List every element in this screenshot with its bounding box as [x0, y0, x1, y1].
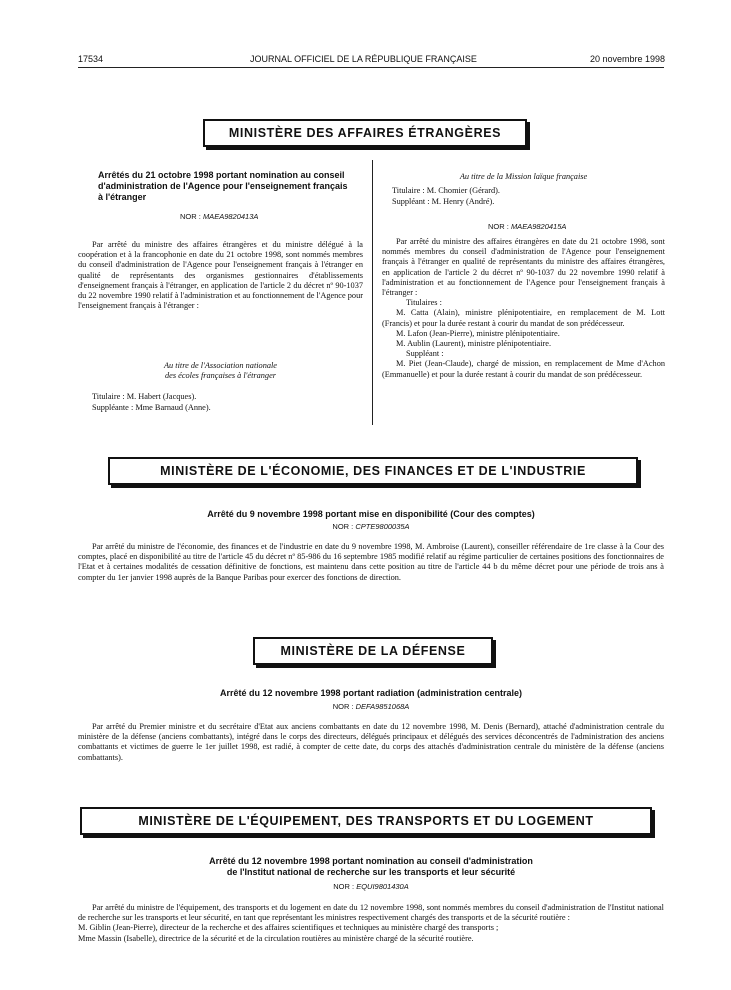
- ministry-name: MINISTÈRE DE L'ÉCONOMIE, DES FINANCES ET DE L'INDUSTRIE: [160, 464, 586, 478]
- ministry-name: MINISTÈRE DE L'ÉQUIPEMENT, DES TRANSPORTS ET DU LOGEMENT: [138, 814, 594, 828]
- header-rule: [78, 67, 664, 68]
- suppleante-line: Suppléante : Mme Barnaud (Anne).: [92, 403, 211, 412]
- decree-body: Par arrêté du ministre des affaires étrangères en date du 21 octobre 1998, sont nommés membres du conseil d'administration de l'Agence pour l'enseignement français à l'étranger en qualité de représentants du ministre des affaires étrangères, en application de l'article 2 du décret nº 90-1037 du 22 novembre 1990 relatif à l'administration et au fonctionnement de l'Agence pour l'enseignement français à l'étranger : Titulaires : M. Catta (Alain), ministre plénipotentiaire, en remplacement de M. Lott (Francis) et pour la durée restant à courir du mandat de son prédécesseur. M. Lafon (Jean-Pierre), ministre plénipotentiaire. M. Aublin (Laurent), ministre plénipotentiaire. Suppléant : M. Piet (Jean-Claude), chargé de mission, en remplacement de Mme d'Achon (Emmanuelle) et pour la durée restant à courir du mandat de son prédécesseur.: [382, 237, 665, 379]
- page-number: 17534: [78, 54, 104, 64]
- ministry-banner-economie: [108, 457, 638, 485]
- titulaire-line: Titulaire : M. Chomier (Gérard).: [392, 186, 500, 195]
- ministry-banner-equipement: [80, 807, 652, 835]
- nor-reference: NOR : DEFA9851068A: [332, 702, 410, 711]
- decree-title: Arrêté du 12 novembre 1998 portant nomination au conseil d'administration de l'Institut national de recherche sur les transports et leur sécurité: [209, 856, 533, 877]
- nor-reference: NOR : MAEA9820413A: [180, 212, 259, 221]
- nor-reference: NOR : MAEA9820415A: [488, 222, 567, 231]
- ministry-name: MINISTÈRE DES AFFAIRES ÉTRANGÈRES: [228, 126, 502, 140]
- publication-date: 20 novembre 1998: [590, 54, 666, 64]
- ministry-banner-affaires-etrangeres: [203, 119, 527, 147]
- journal-title: JOURNAL OFFICIEL DE LA RÉPUBLIQUE FRANÇAISE: [250, 54, 477, 64]
- suppleant-line: Suppléant : M. Henry (André).: [392, 197, 495, 206]
- decree-body: Par arrêté du Premier ministre et du secrétaire d'Etat aux anciens combattants en date du 12 novembre 1998, M. Denis (Bernard), attaché d'administration centrale du ministère de la défense (anciens combattants), intégré dans le corps des directeurs, délégués principaux et délégués des services déconcentrés de l'administration des anciens combattants et victimes de guerre le 1er juillet 1998, est radié, à compter de cette date, du corps des attachés d'administration centrale du ministère de la défense (anciens combattants).: [78, 722, 664, 762]
- ministry-banner-defense: [253, 637, 493, 665]
- decree-body: Par arrêté du ministre de l'économie, des finances et de l'industrie en date du 9 novembre 1998, M. Ambroise (Laurent), conseiller référendaire de 1re classe à la Cour des comptes, placé en disponibilité au titre de l'article 45 du décret nº 85-986 du 16 septembre 1985 modifié relatif au régime particulier de certaines positions des fonctionnaires de l'Etat et à certaines modalités de cessation définitive de fonctions, est maintenu dans cette position au titre de l'article 44 b du même décret pour une période de trois ans à compter du 1er janvier 1998 auprès de la Banque Paribas pour exercer des fonctions de direction.: [78, 542, 664, 582]
- column-divider: [372, 160, 373, 425]
- subsection-heading: Au titre de l'Association nationale des écoles françaises à l'étranger: [163, 361, 277, 381]
- titulaire-line: Titulaire : M. Habert (Jacques).: [92, 392, 197, 401]
- decree-title: Arrêté du 9 novembre 1998 portant mise en disponibilité (Cour des comptes): [207, 509, 535, 519]
- decree-body: Par arrêté du ministre de l'équipement, des transports et du logement en date du 12 novembre 1998, sont nommés membres du conseil d'administration de l'Institut national de recherche sur les transports et leur sécurité, en tant que représentant les ministres respectivement chargés des transports et de la sécurité routière : M. Giblin (Jean-Pierre), directeur de la recherche et des affaires scientifiques et techniques au ministère chargé des transports ; Mme Massin (Isabelle), directrice de la sécurité et de la circulation routières au ministère chargé de la sécurité routière.: [78, 903, 664, 943]
- nor-reference: NOR : CPTE9800035A: [332, 522, 410, 531]
- subsection-heading: Au titre de la Mission laïque française: [459, 172, 588, 181]
- ministry-name: MINISTÈRE DE LA DÉFENSE: [280, 644, 466, 658]
- decree-body: Par arrêté du ministre des affaires étrangères et du ministre délégué à la coopération et à la francophonie en date du 21 octobre 1998, sont nommés membres du conseil d'administration de l'Agence pour l'enseignement français à l'étranger en qualité de représentants des organismes gestionnaires d'établissements d'enseignement français à l'étranger, en application de l'article 2 du décret nº 90-1037 du 22 novembre 1990 relatif à l'administration et au fonctionnement de l'Agence pour l'enseignement français à l'étranger :: [78, 240, 363, 311]
- nor-reference: NOR : EQUI9801430A: [333, 882, 409, 891]
- decree-title: Arrêtés du 21 octobre 1998 portant nomination au conseil d'administration de l'Agence pour l'enseignement français à l'étranger: [98, 170, 348, 202]
- decree-title: Arrêté du 12 novembre 1998 portant radiation (administration centrale): [219, 688, 523, 698]
